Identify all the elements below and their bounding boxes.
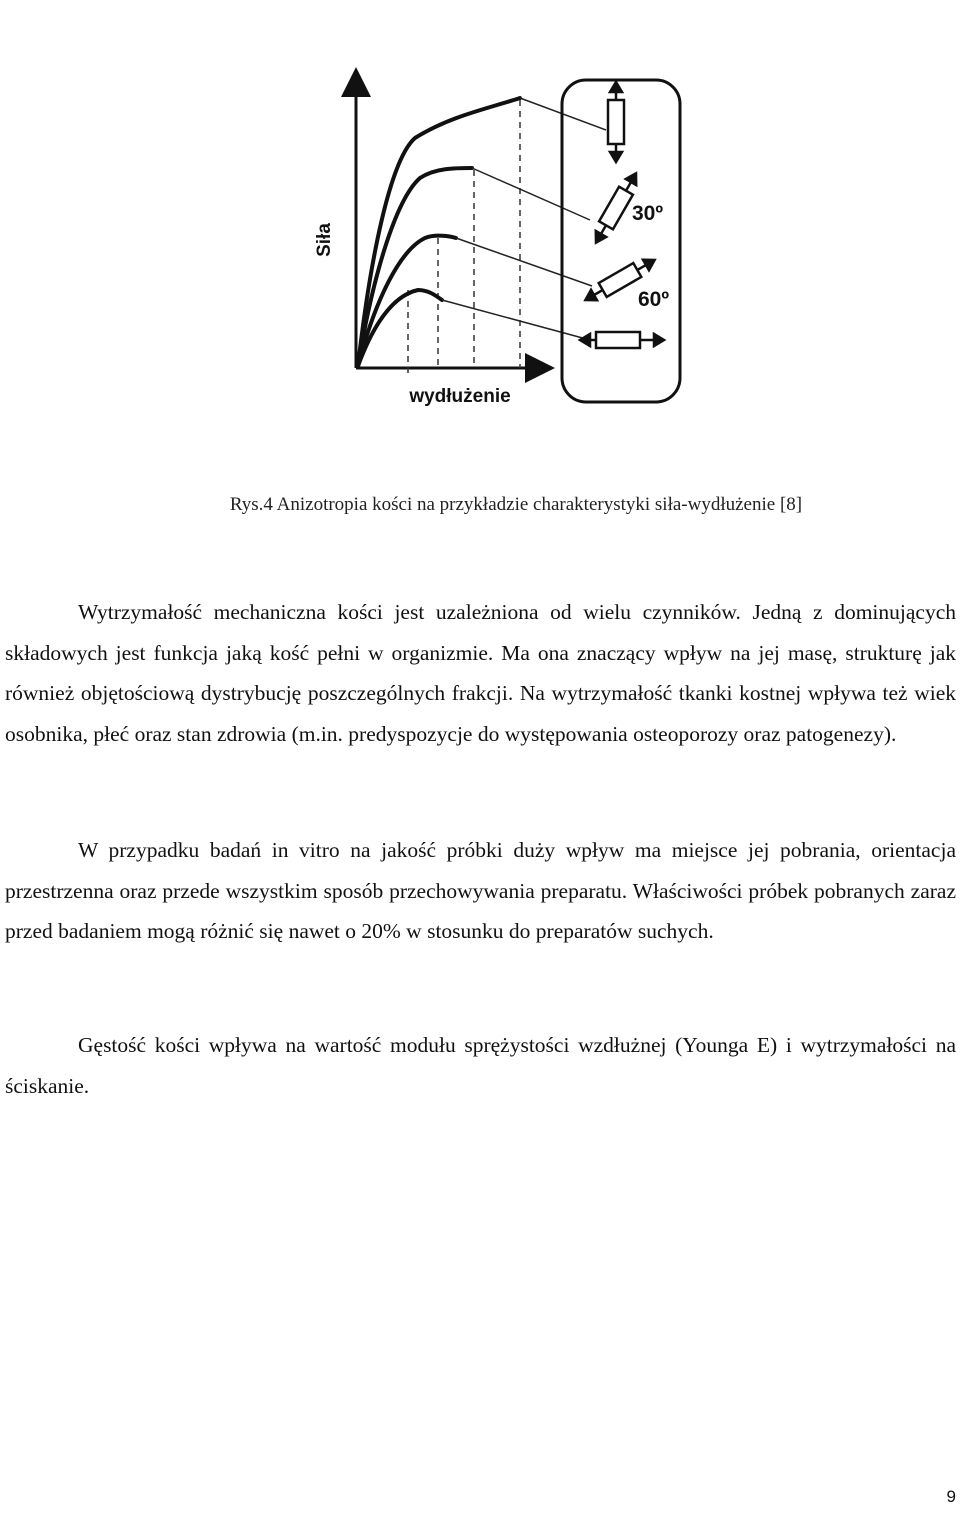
paragraph-3-text: Gęstość kości wpływa na wartość modułu sprężystości wzdłużnej (Younga E) i wytrzymałości na ściskanie. xyxy=(5,1033,956,1098)
specimen-90-deg-icon xyxy=(580,332,664,348)
angle-30-label: 30º xyxy=(632,202,664,225)
curve-0-deg xyxy=(358,98,520,366)
force-elongation-curves xyxy=(358,98,520,366)
paragraph-1-text: Wytrzymałość mechaniczna kości jest uzależniona od wielu czynników. Jedną z dominujących składowych jest funkcja jaką kość pełni w organizmie. Ma ona znaczący wpływ na jej masę, strukturę jak również objętościową dystrybucję poszczególnych frakcji. Na wytrzymałość tkanki kostnej wpływa też wiek osobnika, płeć oraz stan zdrowia (m.in. predyspozycje do występowania osteoporozy oraz patogenezy). xyxy=(5,600,956,747)
figure-caption: Rys.4 Anizotropia kości na przykładzie charakterystyki siła-wydłużenie [8] xyxy=(229,494,803,515)
angle-60-label: 60º xyxy=(638,288,670,311)
y-axis-label: Siła xyxy=(314,223,335,257)
connector-lines xyxy=(442,98,606,340)
page-number: 9 xyxy=(946,1487,956,1506)
chart-axes xyxy=(356,82,540,368)
x-axis-label: wydłużenie xyxy=(409,386,511,407)
anisotropy-figure xyxy=(300,60,700,420)
paragraph-2 xyxy=(5,830,956,952)
paragraph-3 xyxy=(5,1025,956,1106)
paragraph-2-text: W przypadku badań in vitro na jakość próbki duży wpływ ma miejsce jej pobrania, orientacja przestrzenna oraz przede wszystkim sposób przechowywania preparatu. Właściwości próbek pobranych zaraz przed badaniem mogą różnić się nawet o 20% w stosunku do preparatów suchych. xyxy=(5,838,956,944)
paragraph-1 xyxy=(5,592,956,755)
specimen-0-deg-icon xyxy=(608,82,624,162)
curve-30-deg xyxy=(358,168,472,366)
